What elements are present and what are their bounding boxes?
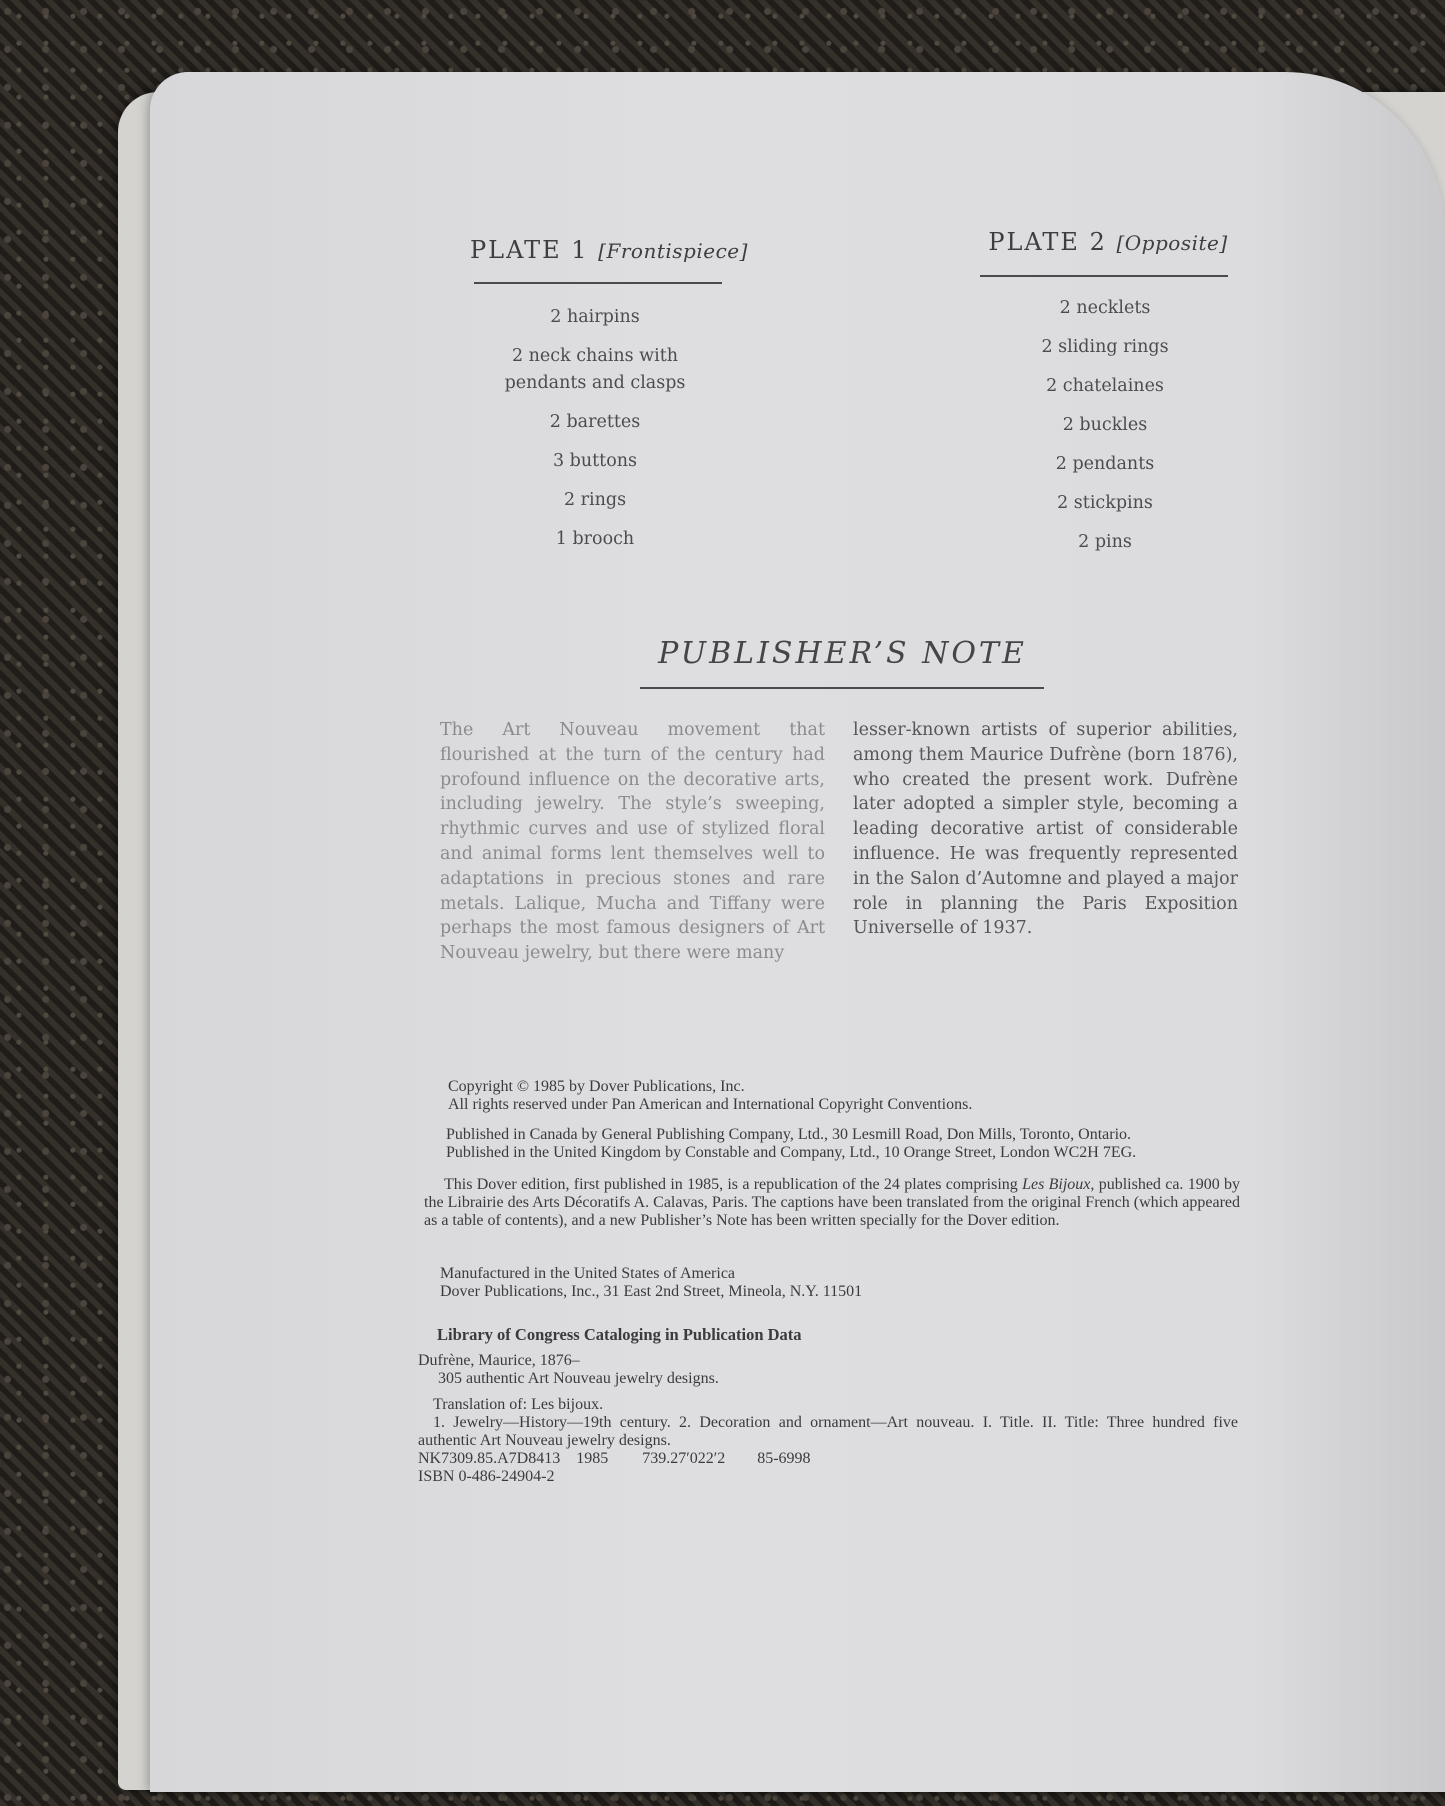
- cip-title: 305 authentic Art Nouveau jewelry designs.: [438, 1370, 719, 1387]
- publishers-note-title: PUBLISHER’S NOTE: [658, 636, 1027, 671]
- rights-line: All rights reserved under Pan American and International Copyright Conventions.: [448, 1096, 973, 1113]
- edition-paragraph: [424, 1176, 1240, 1230]
- publishers-note-col1: The Art Nouveau movement that flourished at the turn of the century had profound influence on the decorative arts, including jewelry. The style’s sweeping, rhythmic curves and use of stylized floral and animal forms lent themselves well to adaptations in precious stones and rare metals. Lalique, Mucha and Tiffany were perhaps the most famous designers of Art Nouveau jewelry, but there were many: [440, 720, 825, 964]
- list-item: 1 brooch: [555, 529, 635, 549]
- list-item: 2 necklets: [1059, 298, 1151, 318]
- plate2-title: PLATE 2: [988, 228, 1107, 256]
- list-item: 2 stickpins: [1057, 493, 1153, 513]
- plate1-rule: [474, 282, 722, 284]
- list-item: 2 pendants: [1055, 454, 1155, 474]
- cip-year: 1985: [576, 1450, 609, 1467]
- cip-author: Dufrène, Maurice, 1876–: [418, 1352, 580, 1369]
- uk-line: Published in the United Kingdom by Constable and Company, Ltd., 10 Orange Street, London WC2H 7EG.: [446, 1144, 1137, 1161]
- list-item: 2 barettes: [549, 412, 641, 432]
- edition-text-pre: This Dover edition, first published in 1985, is a republication of the 24 plates comprising: [444, 1176, 1023, 1193]
- list-item: 2 chatelaines: [1046, 376, 1164, 396]
- cip-subjects: 1. Jewelry—History—19th century. 2. Decoration and ornament—Art nouveau. I. Title. II. Title: Three hundred five authentic Art Nouveau jewelry designs.: [418, 1414, 1238, 1449]
- copyright-block: [448, 1078, 1248, 1114]
- list-item: 2 sliding rings: [1041, 337, 1169, 357]
- plate1-list: [470, 306, 720, 567]
- list-item: 2 buckles: [1062, 415, 1148, 435]
- canada-line: Published in Canada by General Publishing Company, Ltd., 30 Lesmill Road, Don Mills, Toronto, Ontario.: [446, 1126, 1132, 1143]
- publishers-note-rule: [640, 687, 1044, 689]
- plate1-subtitle: [Frontispiece]: [598, 239, 748, 263]
- cip-lccn: 85-6998: [757, 1450, 811, 1467]
- list-item: 2 rings: [563, 490, 627, 510]
- list-item: 2 neck chains with: [511, 346, 679, 366]
- cip-heading: Library of Congress Cataloging in Publication Data: [437, 1325, 802, 1344]
- manufacture-block: [440, 1265, 1240, 1301]
- publication-block: [446, 1126, 1246, 1162]
- cip-call-number: NK7309.85.A7D8413: [418, 1450, 561, 1467]
- list-item: 2 pins: [1078, 532, 1132, 552]
- cip-isbn: ISBN 0-486-24904-2: [418, 1468, 555, 1485]
- edition-text-post: , published ca. 1900 by the Librairie des Arts Décoratifs A. Calavas, Paris. The captions have been translated from the original French (which appeared as a table of contents), and a new Publisher’s Note has been written specially for the Dover edition.: [424, 1176, 1241, 1229]
- plate1-title: PLATE 1: [470, 236, 589, 264]
- cip-translation: Translation of: Les bijoux.: [433, 1396, 604, 1413]
- address-line: Dover Publications, Inc., 31 East 2nd Street, Mineola, N.Y. 11501: [440, 1283, 863, 1300]
- plate2-subtitle: [Opposite]: [1116, 231, 1228, 255]
- publishers-note-col2: lesser-known artists of superior abilities, among them Maurice Dufrène (born 1876), who created the present work. Dufrène later adopted a simpler style, becoming a leading decorative artist of considerable influence. He was frequently represented in the Salon d’Automne and played a major role in planning the Paris Exposition Universelle of 1937.: [853, 720, 1238, 939]
- list-item: pendants and clasps: [504, 373, 686, 393]
- manufactured-line: Manufactured in the United States of America: [440, 1265, 736, 1282]
- list-item: 2 hairpins: [550, 307, 640, 327]
- copyright-line: Copyright © 1985 by Dover Publications, Inc.: [448, 1078, 745, 1095]
- plate2-rule: [980, 275, 1228, 277]
- plate2-list: [990, 297, 1220, 570]
- list-item: 3 buttons: [552, 451, 638, 471]
- cip-dewey: 739.27′022′2: [642, 1450, 726, 1467]
- cip-classification: [418, 1450, 1238, 1468]
- plate1-heading: [470, 236, 748, 264]
- plate2-heading: [975, 228, 1241, 256]
- cip-block: [418, 1352, 1238, 1486]
- edition-title: Les Bijoux: [1022, 1176, 1091, 1193]
